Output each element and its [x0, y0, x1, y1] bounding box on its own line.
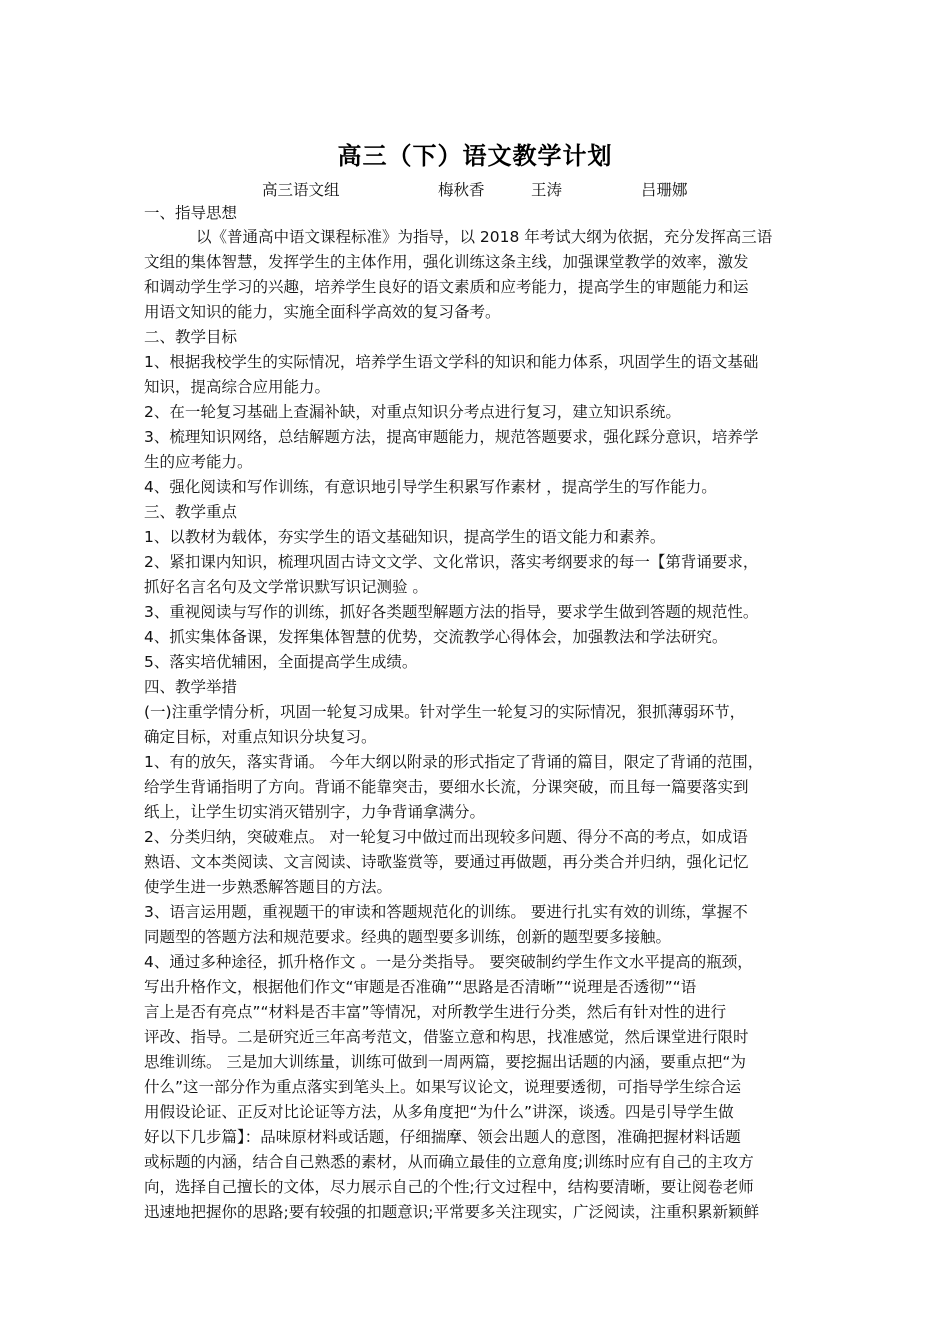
paragraph-line: 2、紧扣课内知识，梳理巩固古诗文文学、文化常识，落实考纲要求的每一【第背诵要求， [144, 553, 759, 571]
paragraph-line: 向，选择自己擅长的文体，尽力展示自己的个性;行文过程中，结构要清晰，要让阅卷老师 [144, 1178, 754, 1196]
paragraph-line: 迅速地把握你的思路;要有较强的扣题意识;平常要多关注现实，广泛阅读，注重积累新颖鲜 [144, 1203, 759, 1221]
paragraph-line: 2、在一轮复习基础上查漏补缺，对重点知识分考点进行复习，建立知识系统。 [144, 403, 681, 421]
paragraph-line: 3、重视阅读与写作的训练，抓好各类题型解题方法的指导，要求学生做到答题的规范性。 [144, 603, 759, 621]
paragraph-line: 4、通过多种途径，抓升格作文 。一是分类指导。 要突破制约学生作文水平提高的瓶颈， [144, 953, 753, 971]
paragraph-line: 使学生进一步熟悉解答题目的方法。 [144, 878, 393, 896]
section-heading: 三、教学重点 [144, 503, 238, 521]
paragraph-line: 给学生背诵指明了方向。背诵不能靠突击，要细水长流，分课突破，而且每一篇要落实到 [144, 778, 749, 796]
paragraph-line: 熟语、文本类阅读、文言阅读、诗歌鉴赏等，要通过再做题，再分类合并归纳，强化记忆 [144, 853, 749, 871]
paragraph-line: 或标题的内涵，结合自己熟悉的素材，从而确立最佳的立意角度;训练时应有自己的主攻方 [144, 1153, 754, 1171]
paragraph-line: 用假设论证、正反对比论证等方法，从多角度把“为什么”讲深，谈透。四是引导学生做 [144, 1103, 734, 1121]
document-title: 高三（下）语文教学计划 [337, 142, 613, 170]
paragraph-line: 生的应考能力。 [144, 453, 253, 471]
paragraph-line: 什么”这一部分作为重点落实到笔头上。如果写议论文，说理要透彻，可指导学生综合运 [144, 1078, 742, 1096]
section-heading: 二、教学目标 [144, 328, 238, 346]
paragraph-line: 5、落实培优辅困，全面提高学生成绩。 [144, 653, 418, 671]
paragraph-line: 1、有的放矢，落实背诵。 今年大纲以附录的形式指定了背诵的篇目，限定了背诵的范围， [144, 753, 764, 771]
paragraph-line: 抓好名言名句及文学常识默写识记测验 。 [144, 578, 428, 596]
paragraph-line: 3、梳理知识网络，总结解题方法，提高审题能力，规范答题要求，强化踩分意识，培养学 [144, 428, 759, 446]
paragraph-line: 写出升格作文，根据他们作文“审题是否准确”“思路是否清晰”“说理是否透彻”“语 [144, 978, 697, 996]
paragraph-line: 同题型的答题方法和规范要求。经典的题型要多训练，创新的题型要多接触。 [144, 928, 672, 946]
paragraph-line: 4、强化阅读和写作训练，有意识地引导学生积累写作素材 ，提高学生的写作能力。 [144, 478, 717, 496]
paragraph-line: (一)注重学情分析，巩固一轮复习成果。针对学生一轮复习的实际情况，狠抓薄弱环节， [144, 703, 746, 721]
paragraph-line: 3、语言运用题，重视题干的审读和答题规范化的训练。 要进行扎实有效的训练，掌握不 [144, 903, 748, 921]
paragraph-line: 4、抓实集体备课，发挥集体智慧的优势，交流教学心得体会，加强教法和学法研究。 [144, 628, 728, 646]
paragraph-line: 确定目标，对重点知识分块复习。 [144, 728, 377, 746]
paragraph-line: 文组的集体智慧，发挥学生的主体作用，强化训练这条主线，加强课堂教学的效率，激发 [144, 253, 749, 271]
paragraph-line: 纸上，让学生切实消灭错别字，力争背诵拿满分。 [144, 803, 486, 821]
paragraph-line: 知识，提高综合应用能力。 [144, 378, 331, 396]
paragraph-line: 和调动学生学习的兴趣，培养学生良好的语文素质和应考能力，提高学生的审题能力和运 [144, 278, 749, 296]
paragraph-line: 思维训练。 三是加大训练量，训练可做到一周两篇，要挖掘出话题的内涵，要重点把“为 [144, 1053, 746, 1071]
paragraph-line: 言上是否有亮点”“材料是否丰富”等情况，对所教学生进行分类，然后有针对性的进行 [144, 1003, 727, 1021]
section-heading: 一、指导思想 [144, 204, 238, 222]
paragraph-line: 1、以教材为载体，夯实学生的语文基础知识，提高学生的语文能力和素养。 [144, 528, 666, 546]
paragraph-line: 用语文知识的能力，实施全面科学高效的复习备考。 [144, 303, 501, 321]
paragraph-line: 以《普通高中语文课程标准》为指导，以 2018 年考试大纲为依据，充分发挥高三语 [196, 228, 773, 246]
author-name: 吕珊娜 [641, 181, 688, 199]
paragraph-line: 2、分类归纳，突破难点。 对一轮复习中做过而出现较多问题、得分不高的考点，如成语 [144, 828, 748, 846]
paragraph-line: 好以下几步篇】：品味原材料或话题，仔细揣摩、领会出题人的意图，准确把握材料话题 [144, 1128, 741, 1146]
author-name: 梅秋香 [438, 181, 485, 199]
author-group: 高三语文组 [262, 181, 340, 199]
paragraph-line: 评改、指导。二是研究近三年高考范文，借鉴立意和构思，找准感觉，然后课堂进行限时 [144, 1028, 749, 1046]
section-heading: 四、教学举措 [144, 678, 238, 696]
paragraph-line: 1、根据我校学生的实际情况，培养学生语文学科的知识和能力体系，巩固学生的语文基础 [144, 353, 759, 371]
author-name: 王涛 [531, 181, 563, 199]
